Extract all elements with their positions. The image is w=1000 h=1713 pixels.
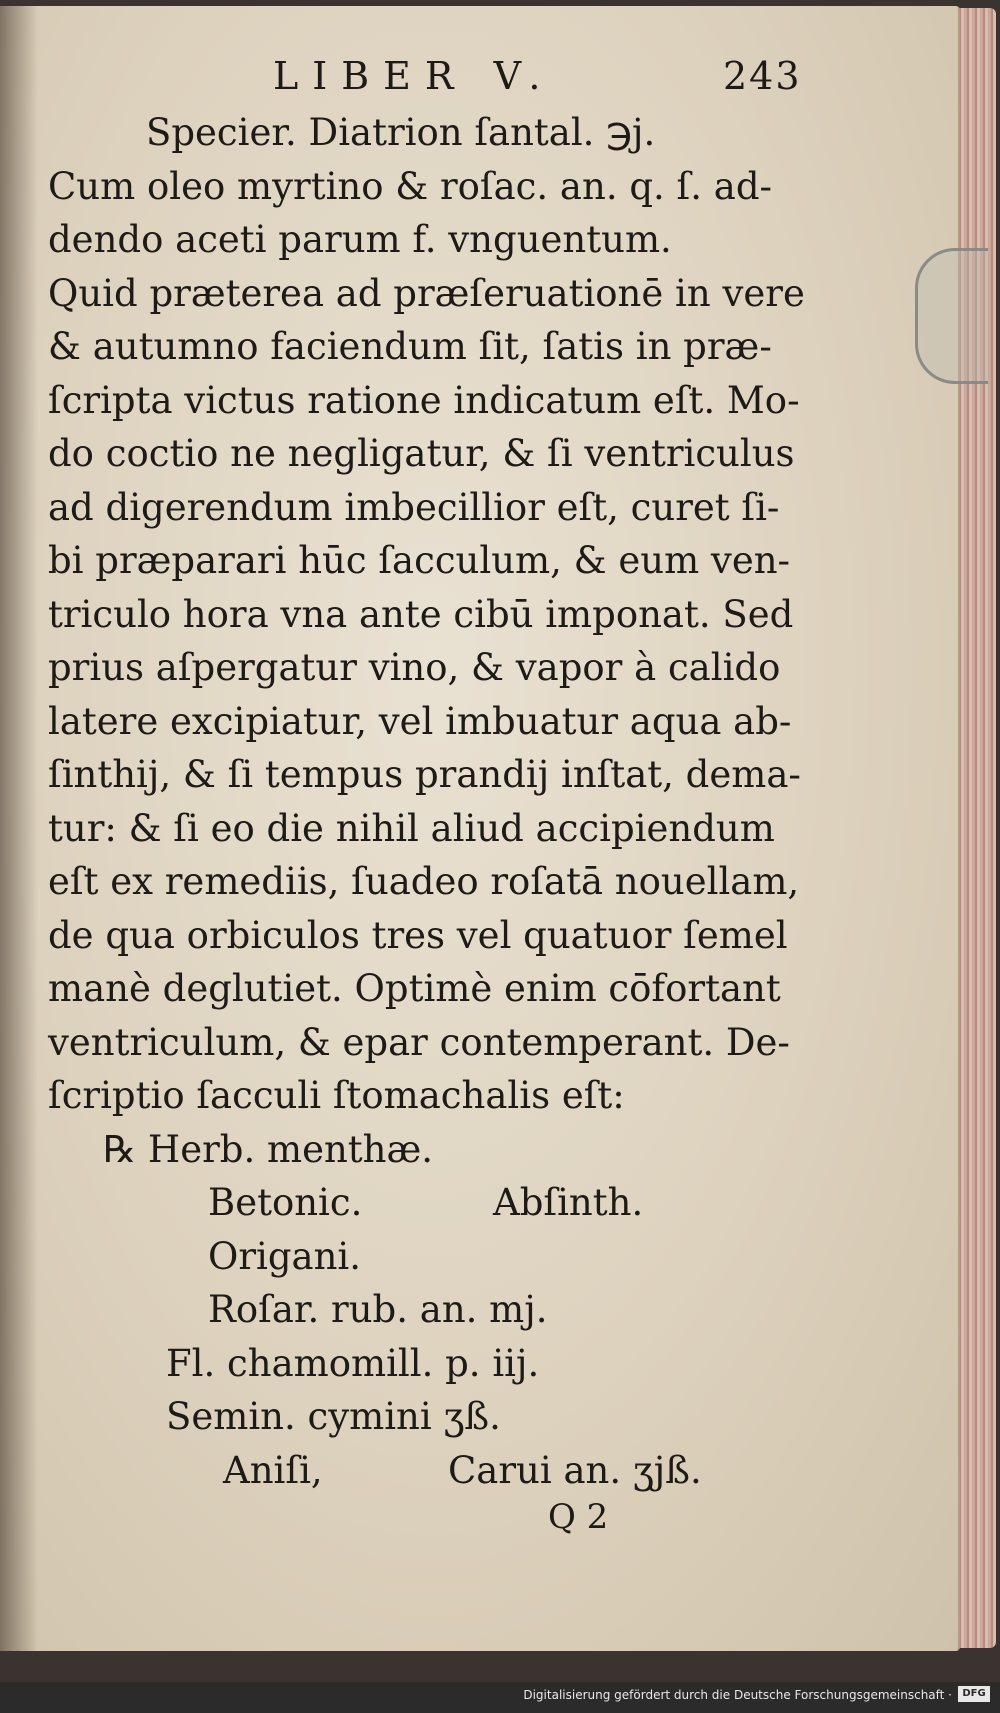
text-line: prius aſpergatur vino, & vapor à calido <box>48 646 781 689</box>
running-title: LIBER V. <box>273 54 555 98</box>
text-line: triculo hora vna ante cibū imponat. Sed <box>48 592 794 636</box>
digitization-credit: Digitalisierung gefördert durch die Deutsche Forschungsgemeinschaft · <box>523 1688 952 1702</box>
running-head <box>48 50 848 106</box>
text-line: do coctio ne negligatur, & ſi ventriculus <box>48 432 795 475</box>
recipe-ingredient: Carui an. ʒjß. <box>448 1448 702 1492</box>
text-line: dendo aceti parum f. vnguentum. <box>48 218 672 261</box>
recipe-ingredient: Betonic. <box>208 1181 363 1224</box>
text-line: eſt ex remediis, ſuadeo roſatā nouellam, <box>48 860 800 903</box>
signature-line <box>48 1497 848 1547</box>
recipe-line: Roſar. rub. an. mj. <box>208 1288 548 1331</box>
page-number: 243 <box>723 54 802 98</box>
text-line: & autumno faciendum ſit, ſatis in præ- <box>48 325 772 368</box>
recipe-line: ℞ Herb. menthæ. <box>103 1127 434 1171</box>
text-line: de qua orbiculos tres vel quatuor ſemel <box>48 913 788 957</box>
text-line: ad digerendum imbecillior eſt, curet ſi- <box>48 485 780 529</box>
recipe-ingredient: Aniſi, <box>223 1448 323 1492</box>
text-line: Cum oleo myrtino & roſac. an. q. ſ. ad- <box>48 164 773 208</box>
page-clip <box>915 248 988 384</box>
text-line: latere excipiatur, vel imbuatur aqua ab- <box>48 699 792 743</box>
text-line: manè deglutiet. Optimè enim cōfortant <box>48 967 781 1010</box>
text-line: tur: & ſi eo die nihil aliud accipiendum <box>48 806 775 850</box>
recipe-line <box>48 1444 848 1498</box>
recipe-line: Origani. <box>208 1234 362 1278</box>
dfg-logo: DFG <box>958 1686 990 1702</box>
signature-mark: Q 2 <box>548 1497 609 1537</box>
recipe-line <box>48 1176 848 1230</box>
text-line: ſcripta victus ratione indicatum eſt. Mo- <box>48 378 800 422</box>
page-text <box>48 50 848 1547</box>
text-line: Specier. Diatrion ſantal. ℈j. <box>146 111 656 154</box>
text-line: bi præparari hūc ſacculum, & eum ven- <box>48 539 791 582</box>
recipe-ingredient: Abſinth. <box>493 1181 644 1224</box>
text-line: ventriculum, & epar contemperant. De- <box>48 1020 790 1064</box>
text-line: Quid præterea ad præſeruationē in vere <box>48 271 805 315</box>
recipe-line: Fl. chamomill. p. iij. <box>166 1341 540 1385</box>
recipe-line: Semin. cymini ʒß. <box>166 1395 501 1438</box>
binding-gutter <box>0 6 38 1651</box>
text-line: ſcriptio ſacculi ſtomachalis eſt: <box>48 1074 625 1117</box>
text-line: ſinthij, & ſi tempus prandij inſtat, dema- <box>48 753 801 796</box>
